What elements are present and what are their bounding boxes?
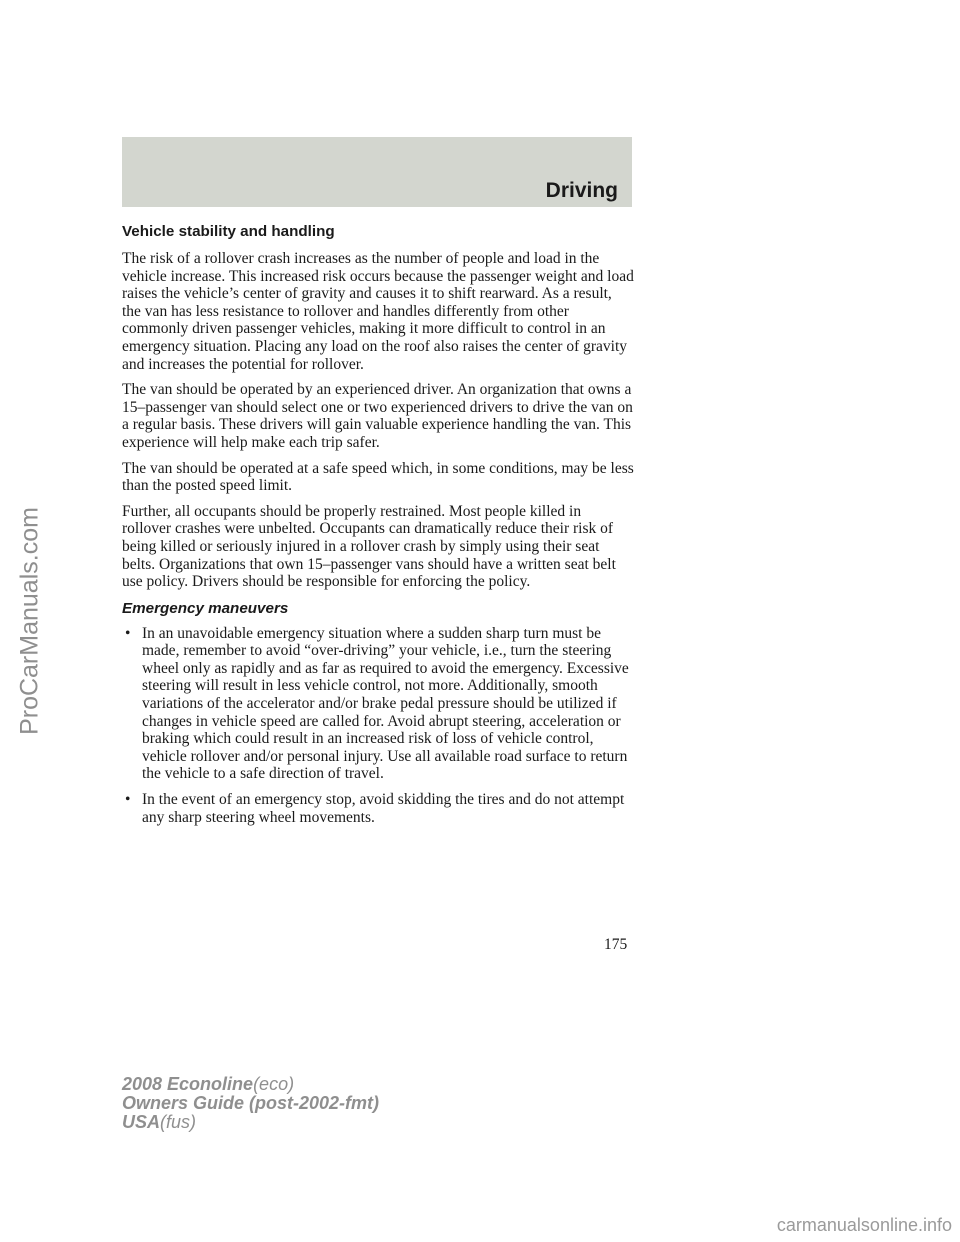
list-item	[122, 791, 634, 826]
section-header-band	[122, 137, 632, 207]
paragraph-experienced-driver: The van should be operated by an experienced driver. An organization that owns a 15–passenger van should select one or two experienced drivers to drive the van on a regular basis. These drivers will gain valuable experience handling the van. This experience will help make each trip safer.	[122, 381, 633, 451]
section-title: Driving	[545, 179, 618, 202]
bullet-icon: •	[125, 791, 131, 809]
emergency-maneuvers-list	[122, 625, 634, 827]
footer-line-model	[122, 1075, 379, 1094]
footer-model-name: 2008 Econoline	[122, 1074, 254, 1094]
list-item	[122, 625, 634, 783]
footer-guide-title: Owners Guide (post-2002-fmt)	[122, 1093, 380, 1113]
bullet-icon: •	[125, 624, 131, 642]
footer-market-name: USA	[122, 1112, 161, 1132]
watermark-bottom: carmanualsonline.info	[776, 1215, 952, 1235]
watermark-left: ProCarManuals.com	[15, 507, 44, 735]
section-heading: Vehicle stability and handling	[122, 223, 335, 240]
paragraph-rollover-risk: The risk of a rollover crash increases as the number of people and load in the vehicle increase. This increased risk occurs because the passenger weight and load raises the vehicle’s center of gravity and causes it to shift rearward. As a result, the van has less resistance to rollover and handles differently from other commonly driven passenger vehicles, making it more difficult to control in an emergency situation. Placing any load on the roof also raises the center of gravity and increases the potential for rollover.	[122, 250, 634, 373]
footer-line-market	[122, 1113, 379, 1132]
footer-model-code: (eco)	[253, 1074, 295, 1094]
list-item-text: In the event of an emergency stop, avoid skidding the tires and do not attempt any sharp steering wheel movements.	[142, 791, 625, 826]
footer-market-code: (fus)	[160, 1112, 197, 1132]
list-item-text: In an unavoidable emergency situation where a sudden sharp turn must be made, remember to avoid “over-driving” your vehicle, i.e., turn the steering wheel only as rapidly and as far as required to avoid the emergency. Excessive steering will result in less vehicle control, not more. Additionally, smooth variations of the accelerator and/or brake pedal pressure should be utilized if changes in vehicle speed are called for. Avoid abrupt steering, acceleration or braking which could result in an increased risk of loss of vehicle control, vehicle rollover and/or personal injury. Use all available road surface to return the vehicle to a safe direction of travel.	[142, 624, 629, 783]
paragraph-safe-speed: The van should be operated at a safe speed which, in some conditions, may be less than the posted speed limit.	[122, 459, 634, 495]
page-number: 175	[604, 936, 628, 953]
paragraph-restraints: Further, all occupants should be properly restrained. Most people killed in rollover crashes were unbelted. Occupants can dramatically reduce their risk of being killed or seriously injured in a rollover crash by simply using their seat belts. Organizations that own 15–passenger vans should have a written seat belt use policy. Drivers should be responsible for enforcing the policy.	[122, 502, 616, 591]
page-content	[122, 220, 634, 834]
subsection-heading: Emergency maneuvers	[122, 599, 289, 617]
document-footer	[122, 1075, 379, 1132]
